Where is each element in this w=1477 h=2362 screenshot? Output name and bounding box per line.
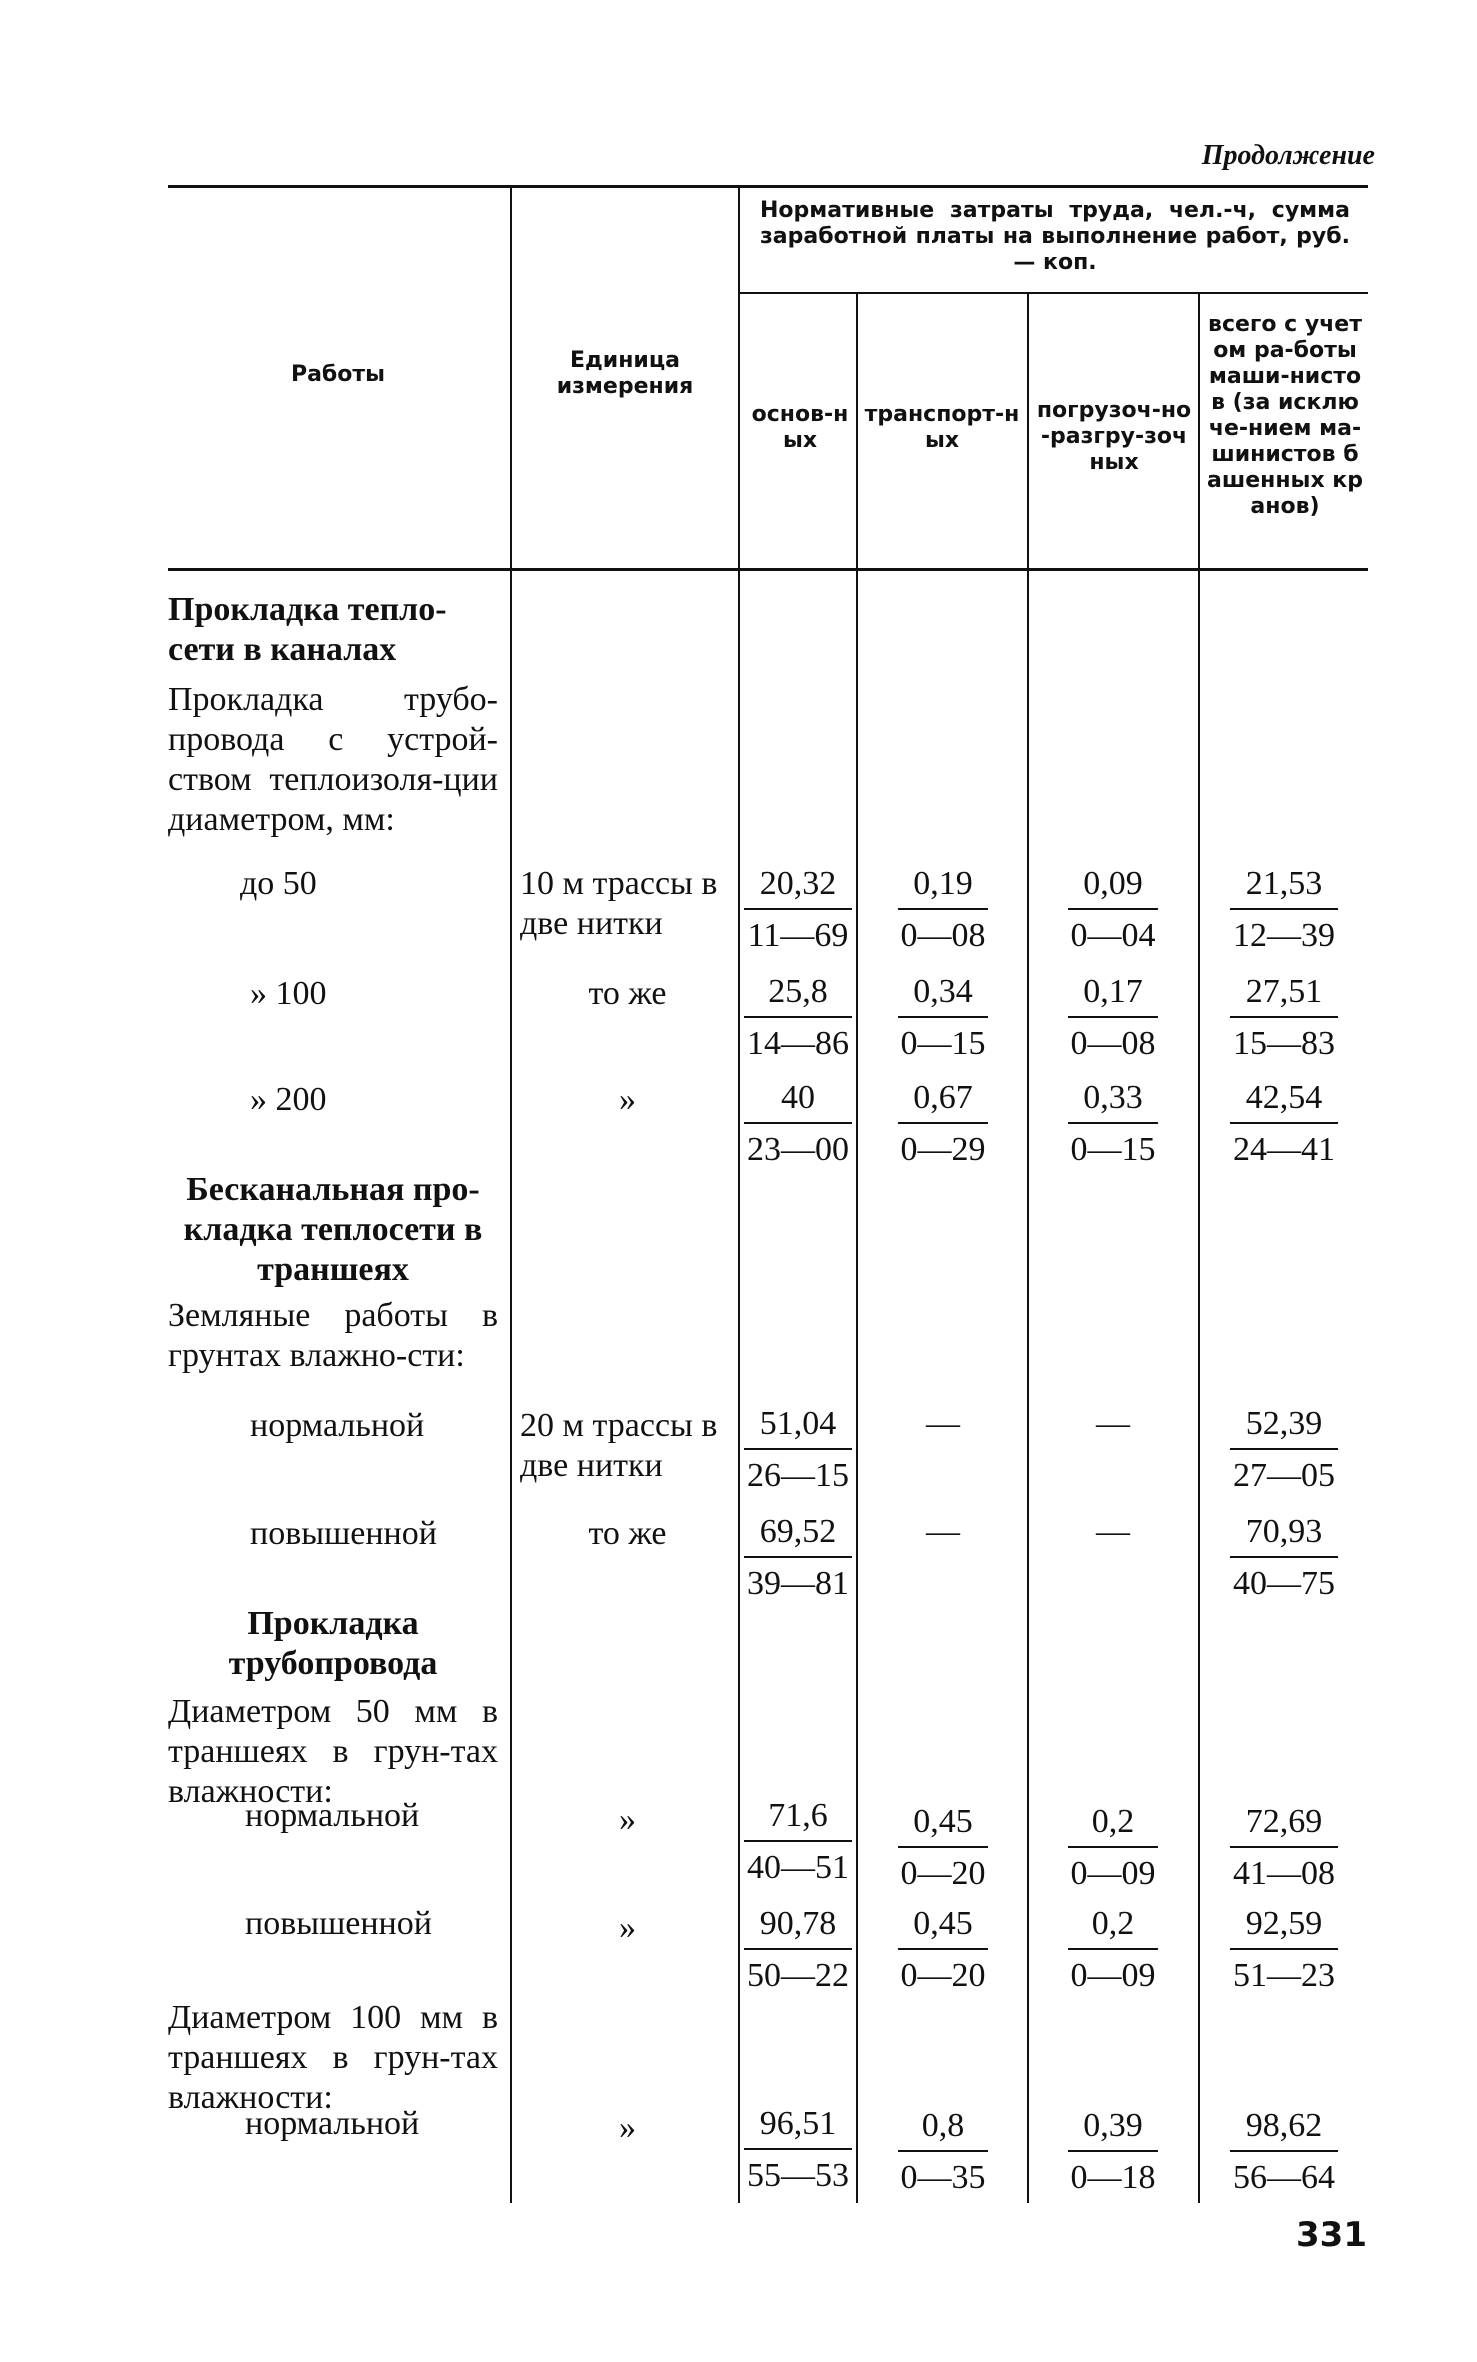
man-hours: 40 [744, 1078, 852, 1124]
man-hours: 27,51 [1230, 972, 1338, 1018]
row-unit: » [619, 1081, 636, 1118]
section-description: Прокладка трубо-провода с устрой-ством теплоизоля-ции диаметром, мм: [168, 681, 498, 838]
transport-dash: — [926, 1513, 960, 1550]
main-value [744, 1512, 852, 1604]
header-group: Нормативные затраты труда, чел.-ч, сумма заработной платы на выполнение работ, руб. — коп. [760, 198, 1350, 275]
man-hours: 90,78 [744, 1904, 852, 1950]
wage: 0—04 [1070, 917, 1156, 954]
wage: 0—08 [1070, 1025, 1156, 1062]
man-hours: 98,62 [1230, 2106, 1338, 2152]
header-main: основ-ных [751, 402, 849, 453]
wage: 0—20 [900, 1855, 986, 1892]
row-unit: 10 м трассы в две нитки [520, 865, 718, 942]
main-value [744, 1796, 852, 1888]
man-hours: 96,51 [744, 2104, 852, 2150]
header-transport: транспорт-ных [864, 402, 1020, 453]
wage: 40—51 [747, 1849, 849, 1886]
row-unit: то же [588, 1515, 667, 1552]
wage: 39—81 [747, 1565, 849, 1602]
header-loading: погрузоч-но-разгру-зочных [1036, 398, 1192, 475]
main-value [744, 972, 852, 1064]
section-description: Земляные работы в грунтах влажно-сти: [168, 1297, 498, 1374]
row-unit: » [619, 2109, 636, 2146]
wage: 0—09 [1070, 1855, 1156, 1892]
section-title: Бесканальная про-кладка теплосети в траншеях [183, 1171, 483, 1288]
main-value [744, 2104, 852, 2196]
man-hours: 70,93 [1230, 1512, 1338, 1558]
section-title: Прокладка трубопровода [228, 1605, 438, 1682]
wage: 50—22 [747, 1957, 849, 1994]
wage: 0—35 [900, 2159, 986, 2196]
transport-value [898, 1802, 988, 1894]
wage: 11—69 [747, 917, 849, 954]
man-hours: 20,32 [744, 864, 852, 910]
wage: 0—20 [900, 1957, 986, 1994]
total-value [1230, 1078, 1338, 1170]
man-hours: 0,45 [898, 1802, 988, 1848]
man-hours: 0,34 [898, 972, 988, 1018]
man-hours: 0,45 [898, 1904, 988, 1950]
loading-value [1068, 864, 1158, 956]
wage: 0—29 [900, 1131, 986, 1168]
main-value [744, 1904, 852, 1996]
man-hours: 0,39 [1068, 2106, 1158, 2152]
table-top-rule [168, 185, 1368, 188]
divider-unit-main [738, 188, 740, 2203]
man-hours: 71,6 [744, 1796, 852, 1842]
transport-value [898, 864, 988, 956]
man-hours: 0,2 [1068, 1904, 1158, 1950]
section-title: Прокладка тепло-сети в каналах [168, 591, 447, 668]
row-unit: то же [588, 975, 667, 1012]
man-hours: 0,8 [898, 2106, 988, 2152]
header-bottom-rule [168, 568, 1368, 571]
wage: 26—15 [747, 1457, 849, 1494]
total-value [1230, 2106, 1338, 2198]
total-value [1230, 1512, 1338, 1604]
man-hours: 21,53 [1230, 864, 1338, 910]
loading-value [1068, 1802, 1158, 1894]
main-value [744, 1078, 852, 1170]
wage: 15—83 [1233, 1025, 1335, 1062]
wage: 27—05 [1233, 1457, 1335, 1494]
total-value [1230, 1802, 1338, 1894]
man-hours: 0,17 [1068, 972, 1158, 1018]
total-value [1230, 972, 1338, 1064]
row-label: нормальной [250, 1407, 425, 1444]
wage: 41—08 [1233, 1855, 1335, 1892]
section-description: Диаметром 50 мм в траншеях в грун-тах влажности: [168, 1693, 498, 1810]
row-label: повышенной [245, 1905, 432, 1942]
divider-main-transport [856, 294, 858, 2203]
man-hours: 0,33 [1068, 1078, 1158, 1124]
wage: 0—09 [1070, 1957, 1156, 1994]
man-hours: 0,2 [1068, 1802, 1158, 1848]
row-label: » 100 [250, 975, 327, 1012]
wage: 55—53 [747, 2157, 849, 2194]
wage: 23—00 [747, 1131, 849, 1168]
header-total: всего с учетом ра-боты маши-нистов (за исключе-нием ма-шинистов башенных кранов) [1207, 312, 1363, 519]
wage: 14—86 [747, 1025, 849, 1062]
transport-dash: — [926, 1405, 960, 1442]
man-hours: 0,19 [898, 864, 988, 910]
row-unit: » [619, 1801, 636, 1838]
man-hours: 25,8 [744, 972, 852, 1018]
page-number: 331 [1296, 2215, 1367, 2255]
transport-value [898, 2106, 988, 2198]
divider-loading-total [1198, 294, 1200, 2203]
total-value [1230, 1904, 1338, 1996]
divider-works-unit [510, 188, 512, 2203]
man-hours: 51,04 [744, 1404, 852, 1450]
wage: 0—08 [900, 917, 986, 954]
row-label: » 200 [250, 1081, 327, 1118]
loading-value [1068, 972, 1158, 1064]
man-hours: 0,67 [898, 1078, 988, 1124]
header-unit: Единица измерения [556, 348, 694, 399]
loading-dash: — [1096, 1405, 1130, 1442]
loading-value [1068, 2106, 1158, 2198]
man-hours: 92,59 [1230, 1904, 1338, 1950]
header-works: Работы [290, 362, 386, 387]
main-value [744, 1404, 852, 1496]
wage: 12—39 [1233, 917, 1335, 954]
wage: 0—18 [1070, 2159, 1156, 2196]
wage: 0—15 [1070, 1131, 1156, 1168]
man-hours: 72,69 [1230, 1802, 1338, 1848]
total-value [1230, 1404, 1338, 1496]
man-hours: 52,39 [1230, 1404, 1338, 1450]
transport-value [898, 1078, 988, 1170]
loading-dash: — [1096, 1513, 1130, 1550]
section-description: Диаметром 100 мм в траншеях в грун-тах влажности: [168, 1999, 498, 2116]
transport-value [898, 1904, 988, 1996]
wage: 24—41 [1233, 1131, 1335, 1168]
total-value [1230, 864, 1338, 956]
row-label: повышенной [250, 1515, 437, 1552]
divider-transport-loading [1027, 294, 1029, 2203]
group-header-rule [740, 292, 1368, 294]
row-label: до 50 [240, 865, 317, 902]
wage: 40—75 [1233, 1565, 1335, 1602]
continuation-label: Продолжение [1201, 140, 1375, 171]
wage: 56—64 [1233, 2159, 1335, 2196]
man-hours: 0,09 [1068, 864, 1158, 910]
loading-value [1068, 1078, 1158, 1170]
transport-value [898, 972, 988, 1064]
man-hours: 69,52 [744, 1512, 852, 1558]
man-hours: 42,54 [1230, 1078, 1338, 1124]
wage: 0—15 [900, 1025, 986, 1062]
main-value [744, 864, 852, 956]
row-label: нормальной [245, 2105, 420, 2142]
row-unit: » [619, 1909, 636, 1946]
row-unit: 20 м трассы в две нитки [520, 1407, 718, 1484]
row-label: нормальной [245, 1797, 420, 1834]
wage: 51—23 [1233, 1957, 1335, 1994]
loading-value [1068, 1904, 1158, 1996]
